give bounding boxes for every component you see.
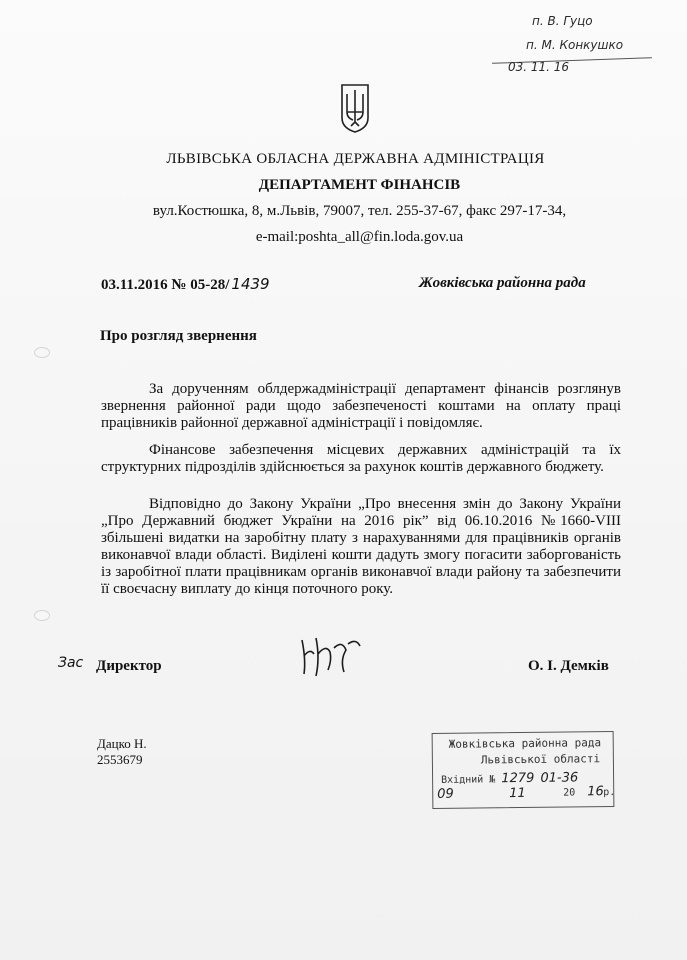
executor-info xyxy=(97,736,147,768)
deputy-mark: Зас xyxy=(58,655,84,671)
outgoing-number xyxy=(101,275,270,294)
outgoing-handwritten-number: 1439 xyxy=(231,275,270,293)
paragraph-1-text: За дорученням облдержадміністрації департамент фінансів розглянув звернення районної ради щодо забезпеченості коштами на оплату праці працівників районної державної адміністрації і повідомляє. xyxy=(101,381,621,431)
stamp-incoming-label: Вхідний № xyxy=(441,774,496,786)
incoming-stamp xyxy=(432,731,615,809)
stamp-year-mark: р. xyxy=(603,787,616,799)
handwritten-note-2: п. М. Конкушко xyxy=(526,38,624,52)
stamp-day: 09 xyxy=(437,786,454,802)
executor-phone: 2553679 xyxy=(97,752,143,767)
stamp-incoming-number: 1279 xyxy=(501,770,535,787)
punch-hole-mark xyxy=(34,610,50,621)
recipient: Жовківська районна рада xyxy=(419,275,586,291)
handwritten-note-1: п. В. Гуцо xyxy=(532,14,593,28)
department-title: ДЕПАРТАМЕНТ ФІНАНСІВ xyxy=(258,177,461,193)
trident-emblem-icon xyxy=(339,82,371,134)
stamp-org-line: Жовківська районна рада xyxy=(448,736,602,751)
stamp-month: 11 xyxy=(509,785,526,802)
paragraph-3 xyxy=(101,496,621,598)
stamp-incoming-code: 01-36 xyxy=(540,770,579,786)
paragraph-1 xyxy=(101,381,621,432)
handwritten-signature-icon xyxy=(296,630,366,680)
stamp-year-suffix: 16 xyxy=(587,784,604,800)
paragraph-2 xyxy=(101,442,621,476)
handwritten-date: 03. 11. 16 xyxy=(508,60,570,74)
organization-title: ЛЬВІВСЬКА ОБЛАСНА ДЕРЖАВНА АДМІНІСТРАЦІЯ xyxy=(166,151,545,167)
signatory-title: Директор xyxy=(96,658,162,674)
executor-name: Дацко Н. xyxy=(97,736,147,751)
stamp-year-prefix: 20 xyxy=(563,787,576,799)
paragraph-2-text: Фінансове забезпечення місцевих державних адміністрацій та їх структурних підрозділів здійснюється за рахунок коштів державного бюджету. xyxy=(101,442,621,475)
stamp-region-line: Львівської області xyxy=(480,752,601,767)
email-line: e-mail:poshta_all@fin.loda.gov.ua xyxy=(255,229,464,245)
outgoing-date-number: 03.11.2016 № 05-28/ xyxy=(101,277,230,293)
subject-line: Про розгляд звернення xyxy=(100,328,257,344)
stamp-incoming-line xyxy=(441,770,578,786)
punch-hole-mark xyxy=(34,347,50,358)
signatory-name: О. І. Демків xyxy=(528,658,609,674)
stamp-date-line xyxy=(437,784,616,802)
paragraph-3-text: Відповідно до Закону України „Про внесення змін до Закону України „Про Державний бюджет України на 2016 рік” від 06.10.2016 №1660-VIII збільшені видатки на заробітну плату з нарахуваннями для працівників органів виконавчої влади області. Виділені кошти дадуть змогу погасити заборгованість із заробітної плати працівникам органів виконавчої влади району та забезпечити її своєчасну виплату до кінця поточного року. xyxy=(101,496,621,597)
address-line: вул.Костюшка, 8, м.Львів, 79007, тел. 255-37-67, факс 297-17-34, xyxy=(152,203,567,219)
